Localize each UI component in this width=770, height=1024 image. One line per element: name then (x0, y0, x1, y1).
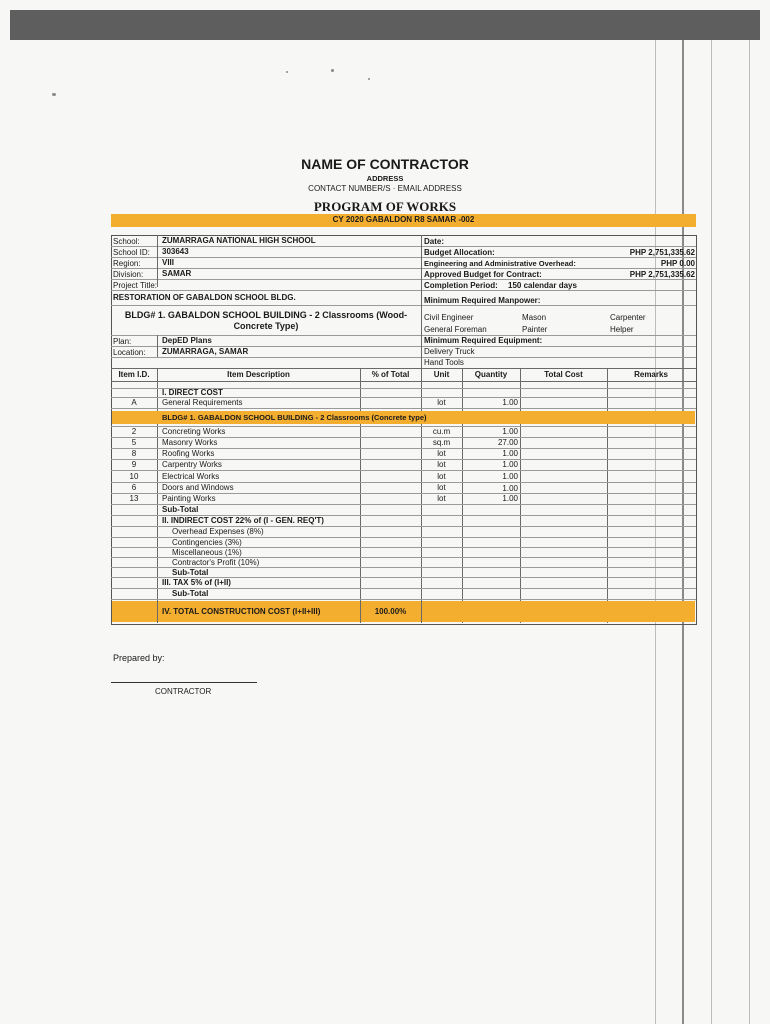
budget-value: PHP 2,751,335.62 (629, 248, 695, 257)
indirect-subtotal: Sub-Total (172, 568, 209, 577)
table-grid-line (111, 368, 696, 369)
scan-speck (368, 78, 370, 80)
abc-value: PHP 2,751,335.62 (629, 270, 695, 279)
col-header-quantity: Quantity (474, 370, 508, 379)
equipment-item: Hand Tools (424, 358, 464, 367)
school-value: ZUMARRAGA NATIONAL HIGH SCHOOL (162, 236, 316, 245)
item-quantity: 1.00 (502, 494, 518, 503)
item-unit: sq.m (432, 438, 451, 447)
plan-value: DepED Plans (162, 336, 212, 345)
col-header-percent: % of Total (371, 370, 410, 379)
total-construction-cost-label: IV. TOTAL CONSTRUCTION COST (I+II+III) (162, 607, 321, 616)
item-unit: lot (437, 472, 446, 481)
school-id-label: School ID: (113, 248, 150, 257)
overhead-value: PHP 0.00 (660, 259, 695, 268)
table-grid-line (111, 408, 696, 409)
abc-label: Approved Budget for Contract: (424, 270, 542, 279)
manpower-item: General Foreman (424, 325, 487, 334)
table-grid-line (111, 470, 696, 471)
budget-label: Budget Allocation: (424, 248, 495, 257)
document-title: PROGRAM OF WORKS (313, 199, 457, 214)
manpower-item: Helper (610, 325, 634, 334)
manpower-item: Civil Engineer (424, 313, 474, 322)
table-grid-line (111, 246, 696, 247)
col-header-description: Item Description (227, 370, 290, 379)
item-description: Masonry Works (162, 438, 218, 447)
contingencies: Contingencies (3%) (172, 538, 242, 547)
manpower-label: Minimum Required Manpower: (424, 296, 541, 305)
tax-heading: III. TAX 5% of (I+II) (162, 578, 231, 587)
region-value: VIII (162, 258, 175, 267)
contractor-signatory: CONTRACTOR (155, 687, 212, 696)
table-grid-line (157, 601, 158, 623)
table-grid-line (360, 368, 361, 623)
building-band-label: BLDG# 1. GABALDON SCHOOL BUILDING - 2 Classrooms (Concrete type) (162, 413, 427, 422)
region-label: Region: (113, 259, 141, 268)
item-id: 10 (129, 472, 139, 481)
item-id: 2 (131, 427, 137, 436)
col-header-unit: Unit (433, 370, 450, 379)
col-header-remarks: Remarks (634, 370, 668, 379)
prepared-by-label: Prepared by: (113, 653, 165, 663)
scan-speck (52, 93, 56, 96)
item-id: 5 (131, 438, 137, 447)
miscellaneous: Miscellaneous (1%) (172, 548, 242, 557)
item-description: Electrical Works (162, 472, 220, 481)
scan-speck (331, 69, 334, 72)
table-grid-line (607, 368, 608, 623)
item-quantity: 1.00 (502, 484, 518, 493)
total-percent: 100.00% (374, 607, 407, 616)
item-unit: lot (437, 398, 446, 407)
item-unit: lot (437, 449, 446, 458)
date-label: Date: (424, 237, 445, 246)
item-quantity: 1.00 (502, 460, 518, 469)
item-description: Painting Works (162, 494, 216, 503)
contractor-contact: CONTACT NUMBER/S · EMAIL ADDRESS (308, 184, 462, 193)
table-grid-line (421, 235, 422, 368)
school-label: School: (113, 237, 140, 246)
col-header-total-cost: Total Cost (544, 370, 583, 379)
manpower-item: Carpenter (610, 313, 646, 322)
item-quantity: 1.00 (502, 449, 518, 458)
item-quantity: 27.00 (497, 438, 518, 447)
building-title-line1: BLDG# 1. GABALDON SCHOOL BUILDING - 2 Classrooms (Wood- (124, 310, 408, 320)
school-id-value: 303643 (162, 247, 189, 256)
project-title-label: Project Title: (113, 281, 158, 290)
table-grid-line (111, 599, 696, 600)
overhead-expenses: Overhead Expenses (8%) (172, 527, 264, 536)
location-label: Location: (113, 348, 146, 357)
equipment-label: Minimum Required Equipment: (424, 336, 543, 345)
table-grid-line (157, 368, 158, 623)
item-description: Carpentry Works (162, 460, 222, 469)
item-description: Doors and Windows (162, 483, 234, 492)
item-description: Roofing Works (162, 449, 215, 458)
table-grid-line (360, 601, 361, 623)
table-grid-line (111, 305, 696, 306)
item-unit: lot (437, 460, 446, 469)
table-grid-line (111, 381, 696, 382)
manpower-item: Mason (522, 313, 547, 322)
division-value: SAMAR (162, 269, 192, 278)
item-id: 13 (129, 494, 139, 503)
tax-subtotal: Sub-Total (172, 589, 209, 598)
item-id: 8 (131, 449, 137, 458)
col-header-item-id: Item I.D. (118, 370, 150, 379)
indirect-cost-heading: II. INDIRECT COST 22% of (I - GEN. REQ'T) (162, 516, 324, 525)
division-label: Division: (113, 270, 144, 279)
direct-cost-heading: I. DIRECT COST (162, 388, 223, 397)
building-title-line2: Concrete Type) (233, 321, 299, 331)
contractor-name: NAME OF CONTRACTOR (301, 156, 469, 172)
item-quantity: 1.00 (502, 472, 518, 481)
contractors-profit: Contractor's Profit (10%) (172, 558, 260, 567)
item-id: 6 (131, 483, 137, 492)
item-unit: cu.m (432, 427, 451, 436)
item-quantity: 1.00 (502, 427, 518, 436)
table-grid-line (157, 335, 158, 357)
location-value: ZUMARRAGA, SAMAR (162, 347, 249, 356)
program-code: CY 2020 GABALDON R8 SAMAR -002 (332, 215, 475, 224)
overhead-label: Engineering and Administrative Overhead: (424, 259, 576, 268)
direct-subtotal: Sub-Total (162, 505, 199, 514)
contractor-address: ADDRESS (366, 174, 404, 183)
equipment-item: Delivery Truck (424, 347, 475, 356)
item-quantity: 1.00 (502, 398, 518, 407)
signature-line (111, 682, 257, 683)
item-description: Concreting Works (162, 427, 226, 436)
table-grid-line (421, 601, 422, 623)
table-grid-line (520, 368, 521, 623)
plan-label: Plan: (113, 337, 132, 346)
scan-top-edge (10, 10, 760, 40)
item-id: A (131, 398, 137, 407)
table-grid-line (111, 290, 696, 291)
completion-label: Completion Period: (424, 281, 498, 290)
table-grid-line (111, 504, 696, 505)
item-unit: lot (437, 494, 446, 503)
restoration-title: RESTORATION OF GABALDON SCHOOL BLDG. (113, 293, 296, 302)
table-grid-line (157, 235, 158, 287)
completion-value: 150 calendar days (508, 281, 577, 290)
item-id: 9 (131, 460, 137, 469)
manpower-item: Painter (522, 325, 548, 334)
table-grid-line (111, 357, 696, 358)
item-description: General Requirements (162, 398, 243, 407)
item-unit: lot (437, 483, 446, 492)
scan-speck (286, 71, 288, 73)
